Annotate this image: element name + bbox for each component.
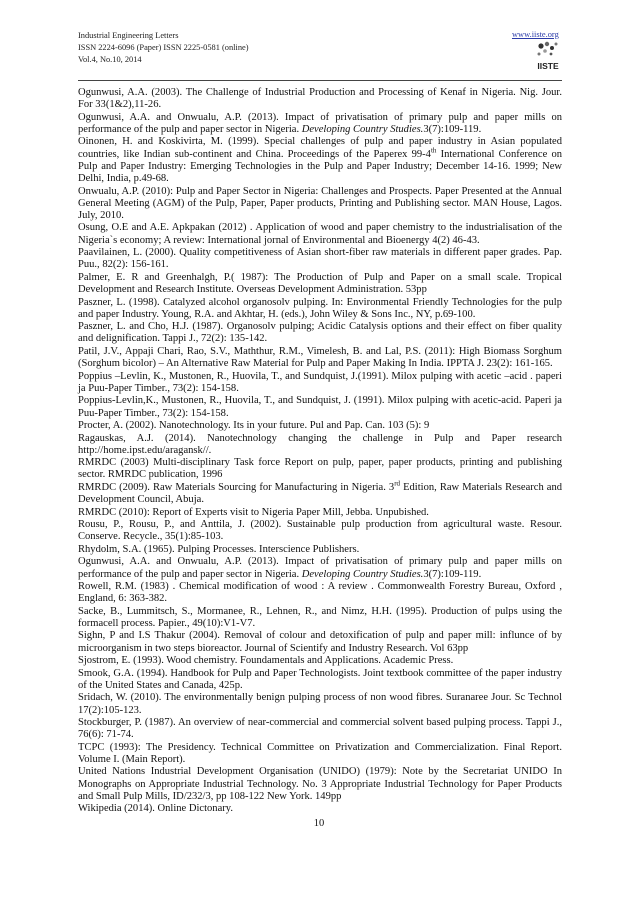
references-list (78, 87, 562, 816)
reference-entry (78, 556, 562, 580)
logo-text: IISTE (537, 61, 559, 71)
reference-entry: Ogunwusi, A.A. (2003). The Challenge of Industrial Production and Processing of Kenaf in Nigeria. Nig. Jour. For 33(1&2),11-26. (78, 87, 562, 111)
reference-entry: Smook, G.A. (1994). Handbook for Pulp and Paper Technologists. Joint textbook committee of the paper industry of the United States and Canada, 425p. (78, 667, 562, 691)
reference-text: Ogunwusi, A.A. and Onwualu, A.P. (2013). Impact of privatisation of primary pulp and paper mills on performance of the pulp and paper sector in Nigeria. (78, 556, 562, 580)
reference-entry: Stockburger, P. (1987). An overview of near-commercial and commercial solvent based pulping process. Tappi J., 76(6): 71-74. (78, 717, 562, 741)
reference-entry: Rhydolm, S.A. (1965). Pulping Processes. Interscience Publishers. (78, 543, 360, 555)
reference-entry: Patil, J.V., Appaji Chari, Rao, S.V., Maththur, R.M., Vimelesh, B. and Lal, P.S. (2011): High Biomass Sorghum (Sorghum bicolor) – An Alternative Raw Material for Pulp and Paper Making In India. IPPTA J. 23(2): 161-165. (78, 345, 562, 370)
reference-entry: Rowell, R.M. (1983) . Chemical modification of wood : A review . Commonwealth Forestry Bureau, Oxford , England, 6: 363-382. (78, 581, 562, 605)
reference-entry (78, 136, 562, 185)
reference-entry: Palmer, E. R and Greenhalgh, P.( 1987): The Production of Pulp and Paper on a small scale. Tropical Development and Research Institute. Overseas Development Administration. 53pp (78, 271, 562, 296)
journal-issn: ISSN 2224-6096 (Paper) ISSN 2225-0581 (online) (78, 43, 249, 52)
reference-text: International Conference on Pulp and Paper Industry: Emerging Technologies in the Pulp and Paper Industry; December 14-16. 1999; New Delhi, India, p.49-68. (78, 148, 562, 185)
reference-text: RMRDC (2009). Raw Materials Sourcing for Manufacturing in Nigeria. 3 (78, 481, 395, 493)
reference-entry: Poppius-Levlin,K., Mustonen, R., Huovila, T., and Sundquist, J. (1991). Milox pulping with acetic-acid. Paperi ja Puu-Paper Timber., 73(2): 154-158. (78, 395, 562, 419)
reference-entry: Poppius –Levlin, K., Mustonen, R., Huovila, T., and Sundquist, J.(1991). Milox pulping with acetic –acid . paperi ja Puu-Paper Timber., 73(2): 154-158. (78, 370, 562, 394)
reference-entry: Onwualu, A.P. (2010): Pulp and Paper Sector in Nigeria: Challenges and Prospects. Paper Presented at the Annual General Meeting (AGM) of the Pulp, Paper, Paper products, Printing and Publishing sector. MAN House, Lagos. July, 2010. (78, 185, 562, 221)
reference-superscript: rd (394, 479, 401, 488)
reference-entry: Paszner, L. and Cho, H.J. (1987). Organosolv pulping; Acidic Catalysis options and their effect on fiber quality and delignification. Tappi J., 72(2): 135-142. (78, 321, 562, 345)
reference-entry: Paszner, L. (1998). Catalyzed alcohol organosolv pulping. In: Environmental Friendly Technologies for the pulp and paper Industry. Young, R.A. and Akhtar, H. (eds.), John Wiley & Sons Inc., NY, p.69-100. (78, 296, 562, 320)
journal-url-link[interactable]: www.iiste.org (512, 30, 559, 39)
reference-entry (78, 479, 562, 506)
reference-text: 3(7):109-119. (423, 123, 482, 135)
journal-title: Industrial Engineering Letters (78, 31, 179, 40)
reference-text: 3(7):109-119. (423, 568, 482, 580)
reference-entry: Sacke, B., Lummitsch, S., Mormanee, R., Lehnen, R., and Nimz, H.H. (1995). Production of pulps using the formacell process. Papier., 49(10):V1-V7. (78, 605, 562, 629)
reference-entry: United Nations Industrial Development Organisation (UNIDO) (1979): Note by the Secretariat UNIDO In Monographs on Appropriate Industrial Technology. No. 3 Appropriate Industrial Technology for Paper Products and Small Pulp Mills, ID/232/3, pp 108-122 New York. 149pp (78, 766, 562, 802)
reference-journal: Developing Country Studies. (301, 123, 424, 135)
reference-entry: Wikipedia (2014). Online Dictonary. (78, 803, 233, 815)
reference-text: Oinonen, H. and Koskivirta, M. (1999). Special challenges of pulp and paper industry in Asian populated countries, like Indian sub-continent and China. Proceedings of the Paperex 99-4 (78, 136, 562, 160)
reference-entry: Osung, O.E and A.E. Apkpakan (2012) . Application of wood and paper chemistry to the industrialisation of the Nigeria`s economy; A review: International jornal of Environmental and Bioenergy 4(2) 46-43. (78, 222, 562, 246)
reference-entry: Procter, A. (2002). Nanotechnology. Its in your future. Pul and Pap. Can. 103 (5): 9 (78, 420, 430, 432)
reference-text: Ogunwusi, A.A. and Onwualu, A.P. (2013). Impact of privatisation of primary pulp and paper mills on performance of the pulp and paper sector in Nigeria. (78, 111, 562, 135)
journal-volume: Vol.4, No.10, 2014 (78, 55, 142, 64)
reference-entry: Ragauskas, A.J. (2014). Nanotechnology changing the challenge in Pulp and Paper research http://home.ipst.edu/aragansk//. (78, 432, 562, 456)
reference-entry (78, 112, 562, 136)
iiste-logo-icon (535, 40, 561, 76)
reference-entry: Sighn, P and I.S Thakur (2004). Removal of colour and detoxification of pulp and paper mill: influnce of by microorganism in two steps bioreactor. Journal of Scientify and Industry Research. Vol 63pp (78, 630, 562, 654)
reference-entry: Sridach, W. (2010). The environmentally benign pulping process of non wood fibres. Suranaree Jour. Sc Technol 17(2):105-123. (78, 692, 562, 716)
page-header (78, 30, 558, 66)
header-divider (78, 80, 562, 81)
reference-superscript: th (430, 146, 437, 155)
reference-entry: TCPC (1993): The Presidency. Technical Committee on Privatization and Commercialization. Final Report. Volume I. (Main Report). (78, 741, 562, 765)
reference-entry: Sjostrom, E. (1993). Wood chemistry. Foundamentals and Applications. Academic Press. (78, 655, 454, 667)
reference-entry: Rousu, P., Rousu, P., and Anttila, J. (2002). Sustainable pulp production from agricultural waste. Resour. Conserve. Recycle., 35(1):85-103. (78, 519, 562, 543)
reference-entry: RMRDC (2003) Multi-disciplinary Task force Report on pulp, paper, paper products, printing and publishing sector. RMRDC publication, 1996 (78, 457, 562, 481)
reference-entry: RMRDC (2010): Report of Experts visit to Nigeria Paper Mill, Jebba. Unpubished. (78, 506, 429, 518)
reference-text: Edition, Raw Materials Research and Development Council, Abuja. (78, 481, 562, 506)
reference-journal: Developing Country Studies. (301, 568, 424, 580)
reference-entry: Paavilainen, L. (2000). Quality competitiveness of Asian short-fiber raw materials in different paper grades. Pap. Puu., 82(2): 156-161. (78, 247, 562, 271)
page-number: 10 (313, 818, 325, 829)
